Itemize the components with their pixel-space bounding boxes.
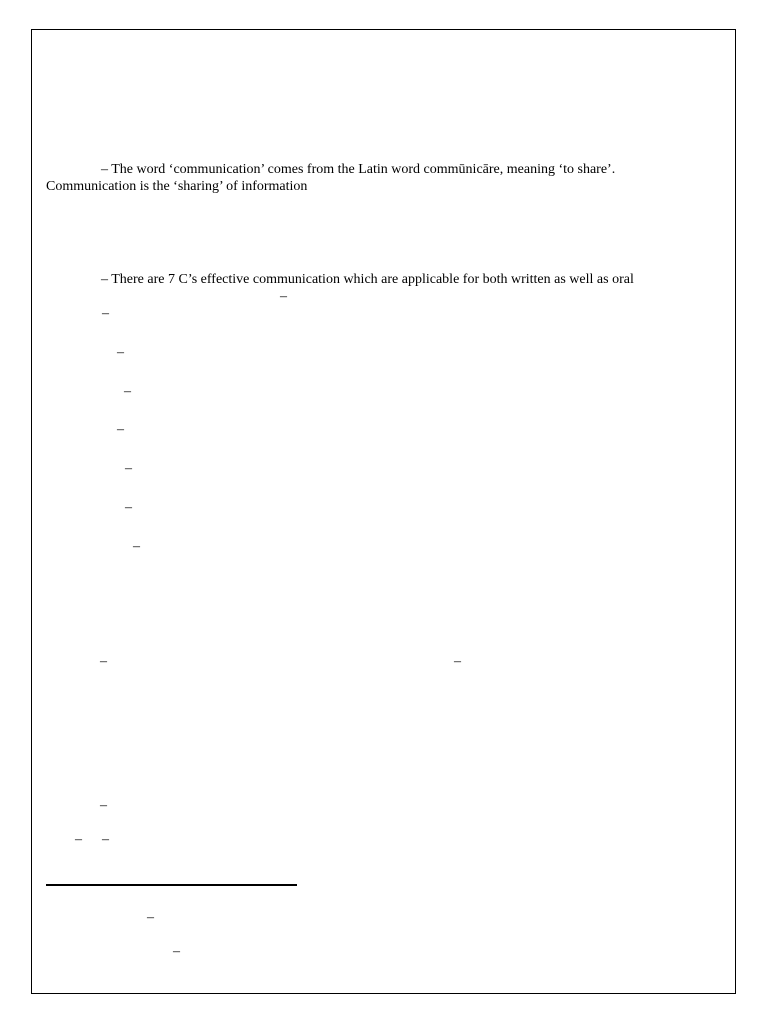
dash-marker: – bbox=[125, 500, 132, 515]
dash-marker: – bbox=[102, 832, 109, 847]
dash-marker: – bbox=[125, 461, 132, 476]
paragraph-communication-origin-line-1: – The word ‘communication’ comes from the Latin word commūnicāre, meaning ‘to share’. bbox=[101, 162, 616, 177]
dash-marker: – bbox=[147, 910, 154, 925]
dash-marker: – bbox=[280, 289, 287, 304]
dash-marker: – bbox=[124, 384, 131, 399]
dash-marker: – bbox=[173, 944, 180, 959]
paragraph-communication-origin-line-2: Communication is the ‘sharing’ of information bbox=[46, 179, 308, 194]
dash-marker: – bbox=[102, 306, 109, 321]
footnote-separator bbox=[46, 884, 297, 886]
dash-marker: – bbox=[100, 654, 107, 669]
dash-marker: – bbox=[100, 798, 107, 813]
dash-marker: – bbox=[133, 539, 140, 554]
dash-marker: – bbox=[75, 832, 82, 847]
dash-marker: – bbox=[454, 654, 461, 669]
dash-marker: – bbox=[117, 345, 124, 360]
dash-marker: – bbox=[117, 422, 124, 437]
paragraph-seven-cs: – There are 7 C’s effective communication which are applicable for both written as well as oral bbox=[101, 272, 634, 287]
